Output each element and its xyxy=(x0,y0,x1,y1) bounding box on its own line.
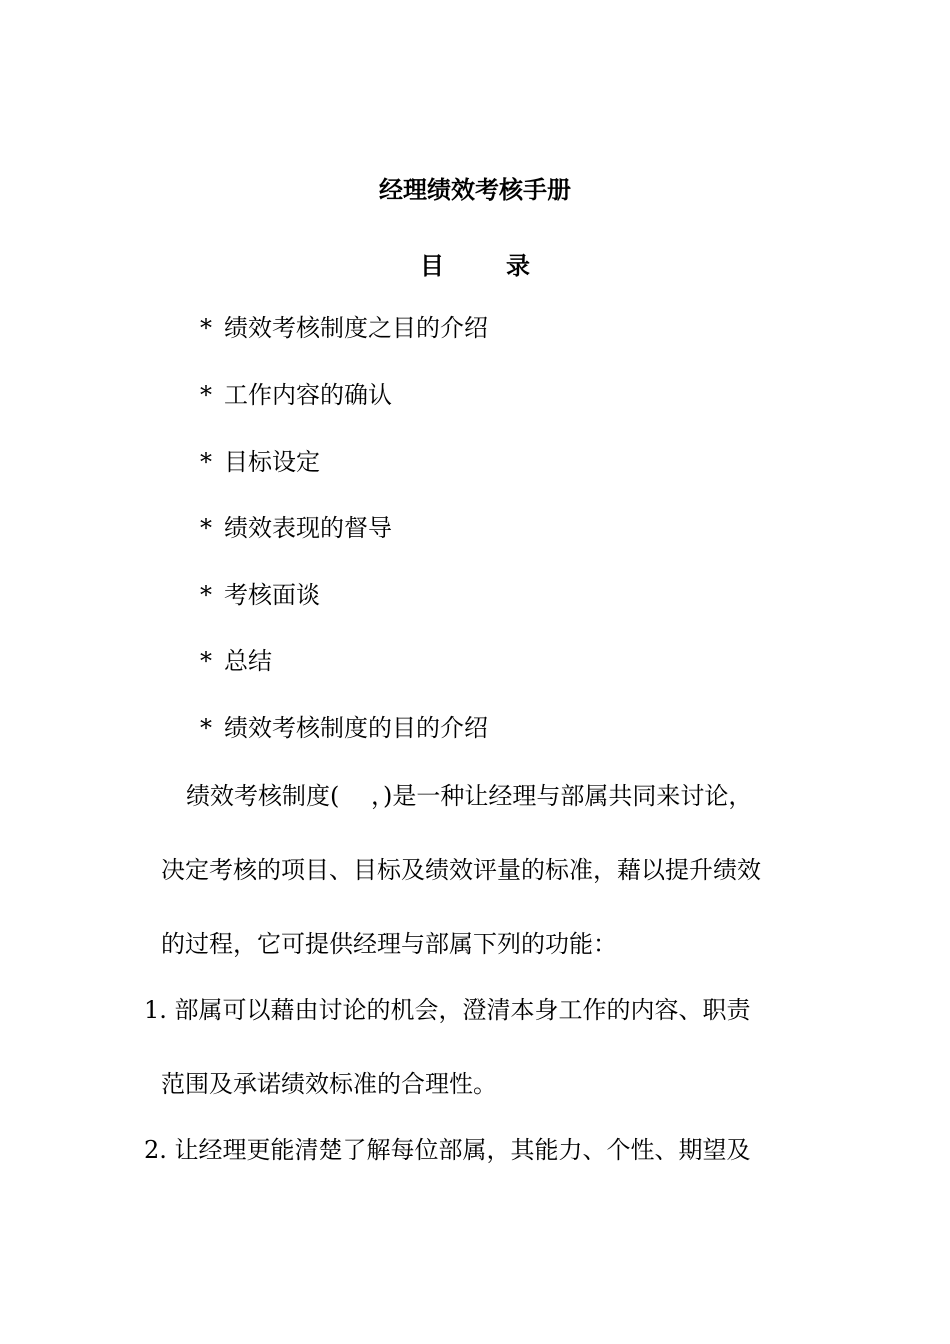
toc-item-text: 考核面谈 xyxy=(224,581,320,609)
toc-bullet: * xyxy=(200,381,212,409)
toc-bullet: * xyxy=(200,448,212,476)
body-line: 决定考核的项目、目标及绩效评量的标准，藉以提升绩效 xyxy=(161,856,761,884)
toc-heading-left: 目 xyxy=(420,252,444,280)
toc-bullet: * xyxy=(200,514,212,542)
toc-bullet: * xyxy=(200,314,212,342)
toc-item xyxy=(200,375,392,415)
toc-item-text: 绩效考核制度之目的介绍 xyxy=(224,314,488,342)
toc-heading-right: 录 xyxy=(506,252,530,280)
toc-item xyxy=(200,508,392,548)
body-line: 的过程，它可提供经理与部属下列的功能： xyxy=(161,930,617,958)
toc-item xyxy=(200,308,488,348)
toc-item-text: 目标设定 xyxy=(224,448,320,476)
toc-bullet: * xyxy=(200,714,212,742)
toc-item xyxy=(200,575,320,615)
toc-item xyxy=(200,708,488,748)
body-line: 绩效考核制度( ，)是一种让经理与部属共同来讨论， xyxy=(186,782,753,810)
toc-bullet: * xyxy=(200,581,212,609)
toc-bullet: * xyxy=(200,647,212,675)
toc-item xyxy=(200,641,272,681)
toc-item-text: 绩效表现的督导 xyxy=(224,514,392,542)
toc-item-text: 绩效考核制度的目的介绍 xyxy=(224,714,488,742)
document-title: 经理绩效考核手册 xyxy=(379,176,571,204)
toc-item-text: 总结 xyxy=(224,647,272,675)
toc-item-text: 工作内容的确认 xyxy=(224,381,392,409)
toc-item xyxy=(200,442,320,482)
body-line: 2. 让经理更能清楚了解每位部属，其能力、个性、期望及 xyxy=(144,1136,751,1164)
body-line: 1. 部属可以藉由讨论的机会，澄清本身工作的内容、职责 xyxy=(144,996,751,1024)
body-line: 范围及承诺绩效标准的合理性。 xyxy=(161,1070,497,1098)
toc-heading xyxy=(0,246,950,286)
